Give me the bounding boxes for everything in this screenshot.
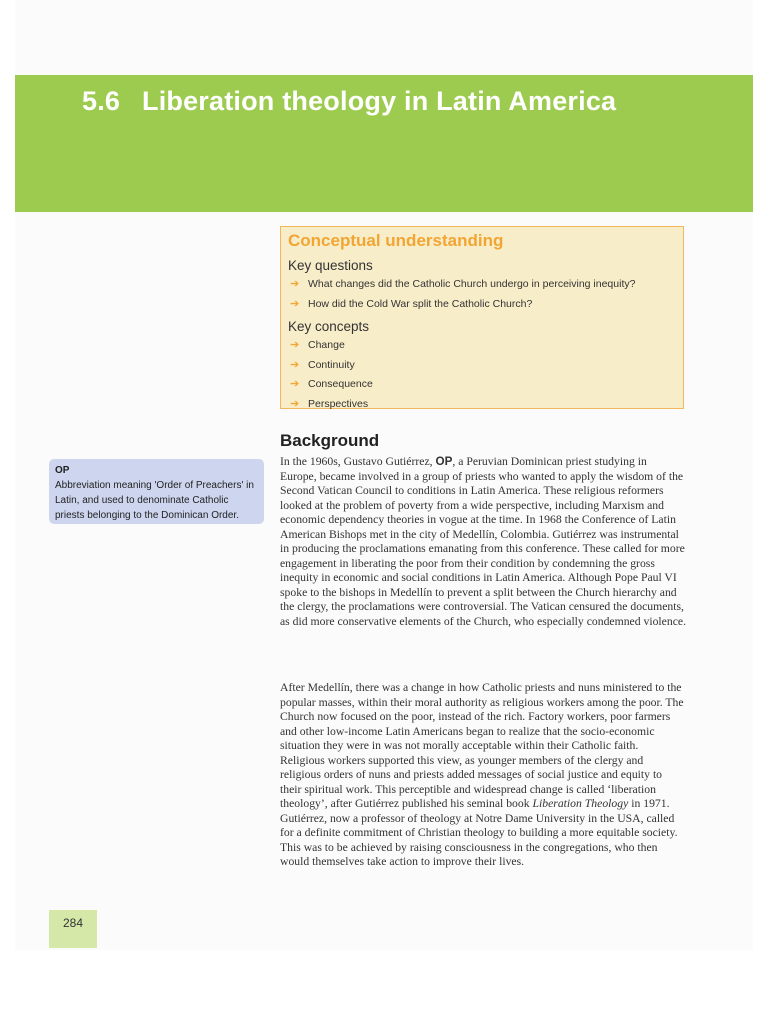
section-number: 5.6 (82, 86, 121, 116)
op-term: OP (435, 455, 453, 468)
section-title-text: Liberation theology in Latin America (142, 86, 617, 116)
list-item: ➔ Consequence (288, 375, 676, 395)
page-number: 284 (62, 916, 84, 930)
background-heading: Background (280, 431, 380, 450)
background-paragraph-1: In the 1960s, Gustavo Gutiérrez, OP, a Peruvian Dominican priest studying in Europe, became involved in a group of priests who wanted to apply the wisdom of the Second Vatican Council to conditions in Latin America. These religious reformers looked at the problem of poverty from a wide perspective, including Marxism and economic dependency theories in vogue at the time. In 1968 the Conference of Latin American Bishops met in the city of Medellín, Colombia. Gutiérrez was instrumental in producing the proclamations emanating from this conference. These called for more engagement in liberating the poor from their condition by condemning the gross inequity in economic and social conditions in Latin America. Although Pope Paul VI spoke to the bishops in Medellín to prevent a split between the Church hierarchy and the clergy, the proclamations were controversial. The Vatican censured the documents, as did more conservative elements of the Church, who especially condemned violence. (280, 455, 687, 628)
glossary-definition: Abbreviation meaning 'Order of Preachers' in Latin, and used to denominate Catholic priests belonging to the Dominican Order. (55, 480, 254, 521)
key-concepts-list (288, 336, 676, 414)
list-item: ➔ How did the Cold War split the Catholic Church? (288, 295, 676, 315)
arrow-right-icon: ➔ (290, 378, 300, 390)
book-title: Liberation Theology (532, 797, 629, 810)
arrow-right-icon: ➔ (290, 358, 300, 371)
arrow-right-icon: ➔ (290, 297, 300, 310)
key-questions-list (288, 275, 676, 314)
glossary-term: OP (55, 465, 70, 476)
list-item: ➔ Perspectives (288, 395, 676, 415)
list-item: ➔ Continuity (288, 356, 676, 376)
key-concepts-heading: Key concepts (288, 319, 370, 334)
section-title (82, 86, 616, 117)
arrow-right-icon: ➔ (290, 397, 300, 410)
glossary-note (49, 459, 264, 524)
arrow-right-icon: ➔ (290, 278, 300, 290)
arrow-right-icon: ➔ (290, 339, 300, 351)
page-number-box (49, 910, 97, 948)
key-questions-heading: Key questions (288, 258, 373, 273)
list-item: ➔ Change (288, 336, 676, 356)
list-item: ➔ What changes did the Catholic Church undergo in perceiving inequity? (288, 275, 676, 295)
background-paragraph-2: After Medellín, there was a change in how Catholic priests and nuns ministered to the popular masses, within their moral authority as religious workers among the poor. The Church now focused on the poor, instead of the rich. Factory workers, poor farmers and other low-income Latin Americans began to realize that the socio-economic situation they were in was not morally acceptable within their Catholic faith. Religious workers supported this view, as younger members of the clergy and religious orders of nuns and priests added messages of social justice and equity to their spiritual work. This perceptible and widespread change is called ‘liberation theology’, after Gutiérrez published his seminal book Liberation Theology in 1971. Gutiérrez, now a professor of theology at Notre Dame University in the USA, called for a definite commitment of Christian theology to building a more equitable society. This was to be achieved by raising consciousness in the congregations, who then would themselves take action to improve their lives. (280, 681, 684, 868)
conceptual-understanding-box (280, 226, 684, 409)
conceptual-understanding-title: Conceptual understanding (288, 231, 504, 250)
